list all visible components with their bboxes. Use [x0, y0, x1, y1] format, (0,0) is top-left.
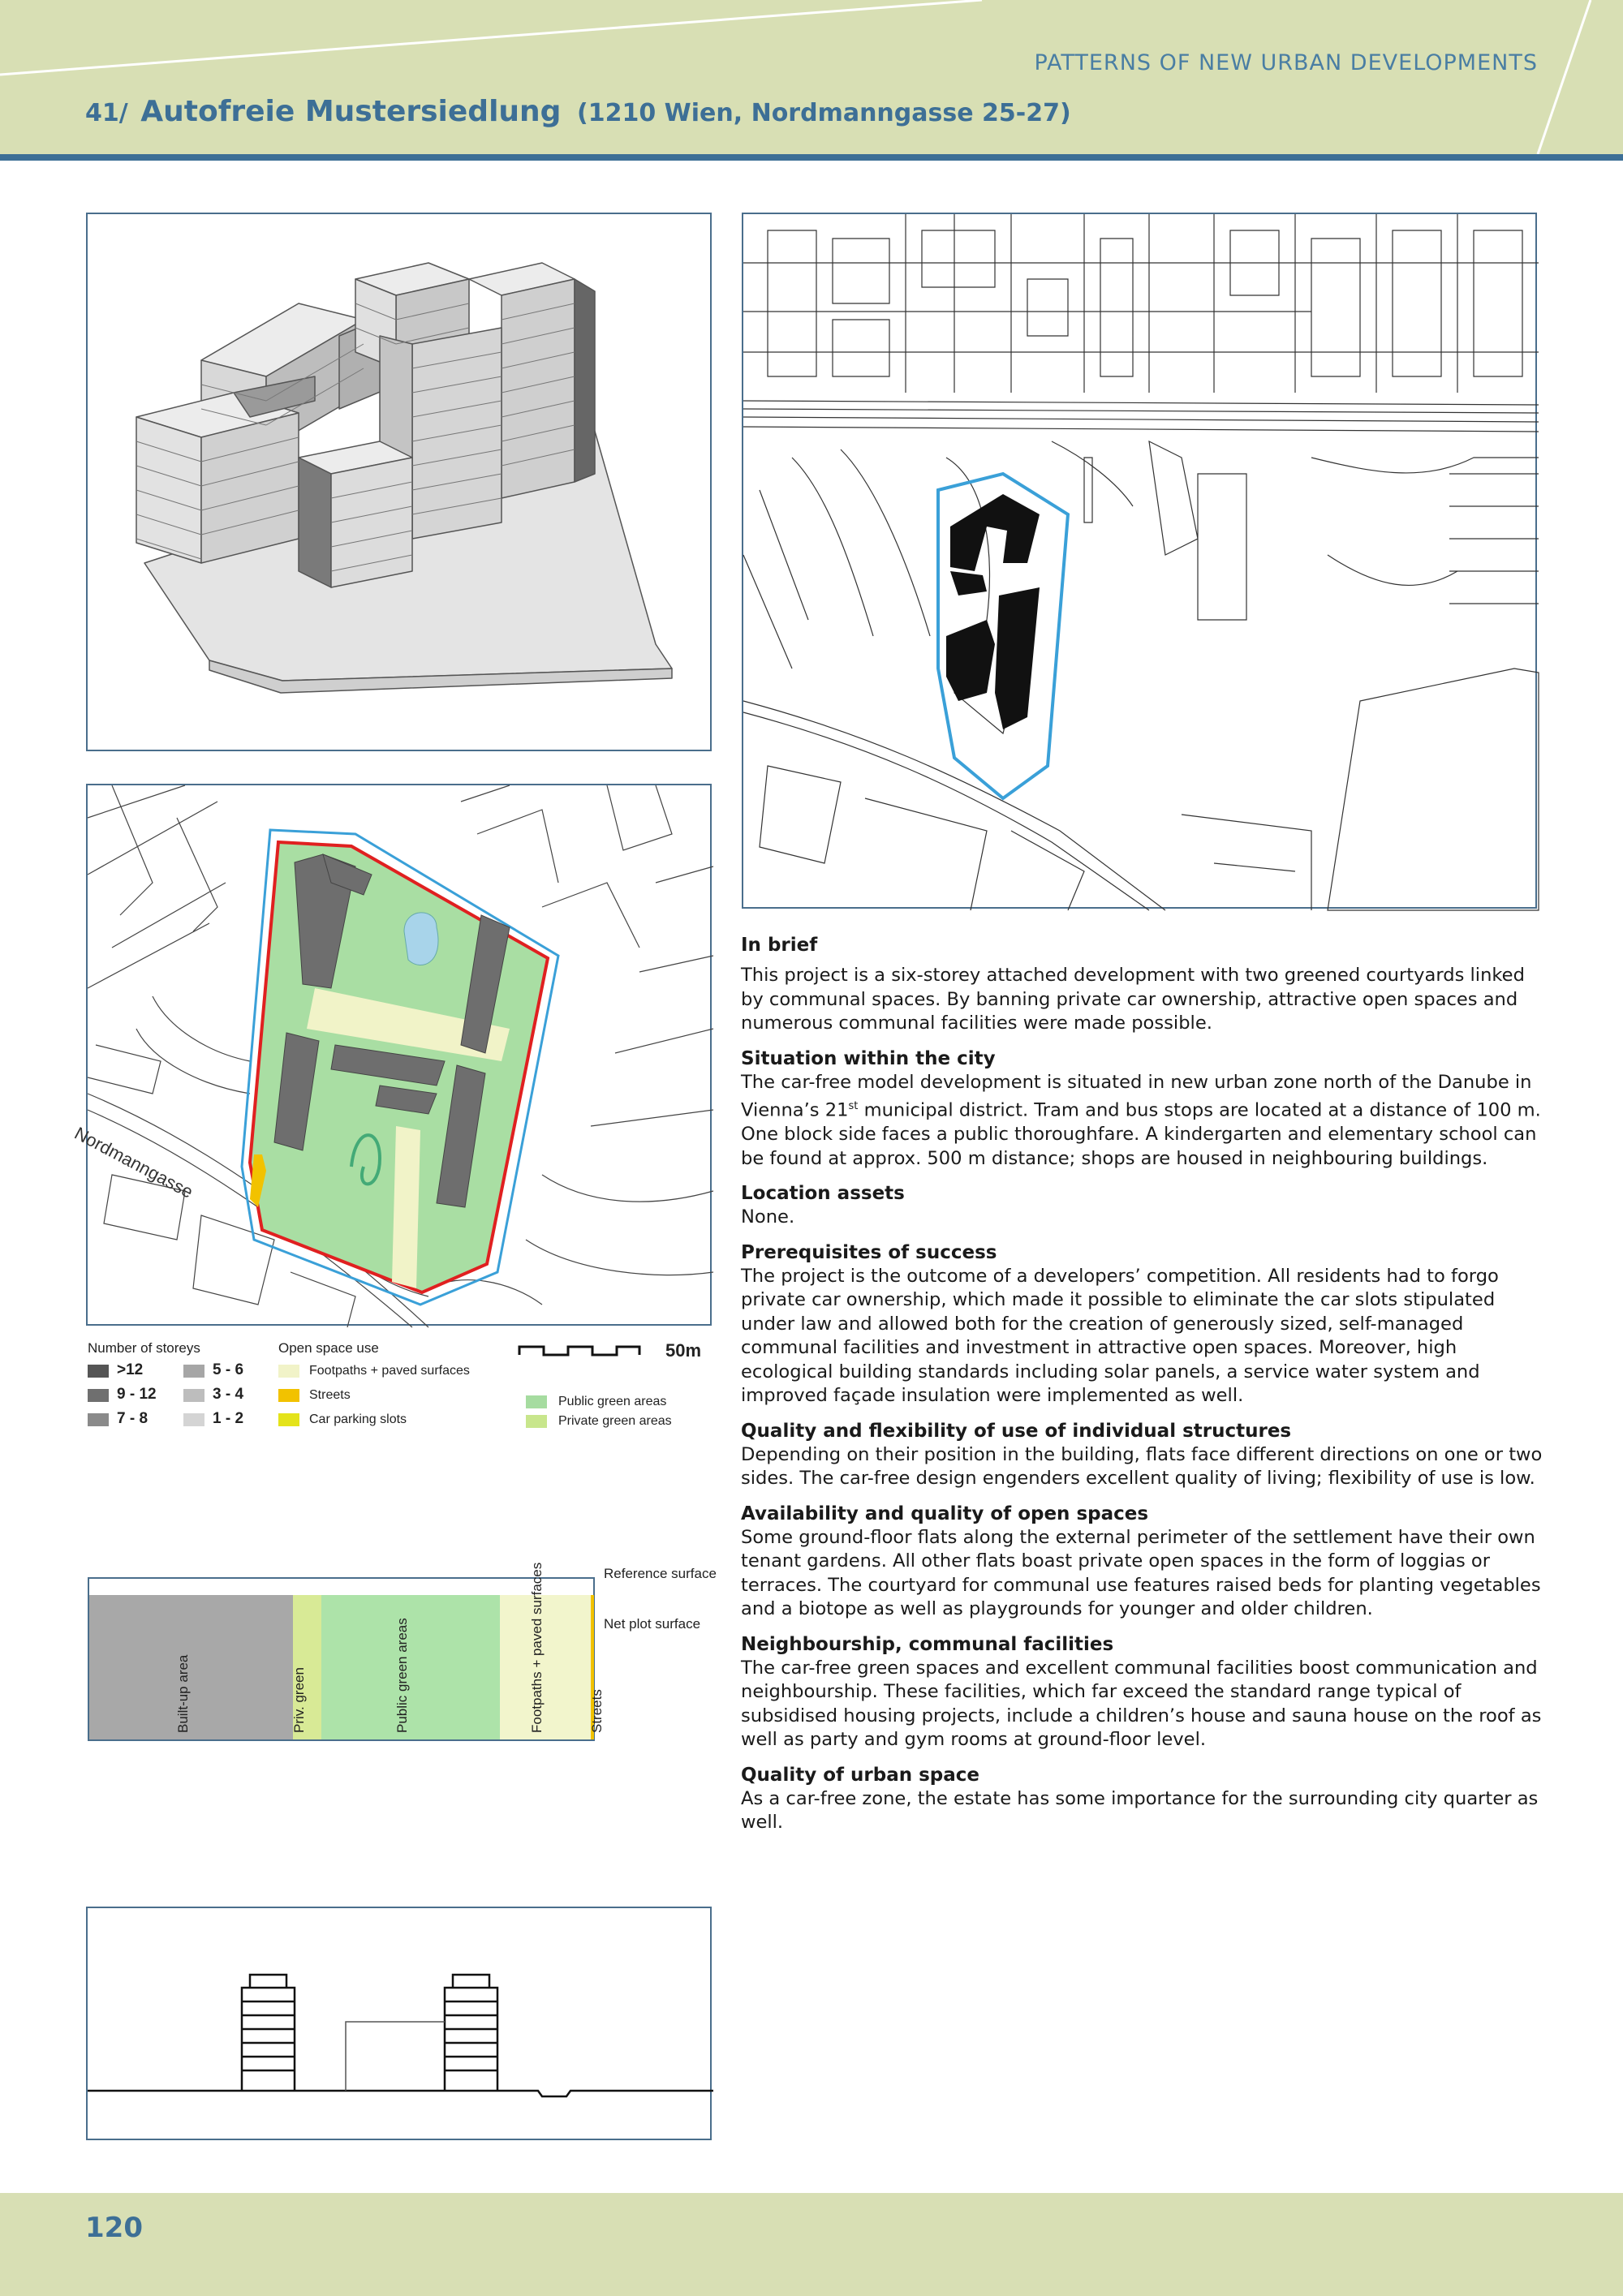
surface-segment-label: Public green areas [394, 1618, 410, 1733]
page-title [85, 95, 1071, 128]
section-heading: Quality and flexibility of use of individual structures [741, 1420, 1292, 1442]
surface-segment [293, 1595, 321, 1739]
section-body: As a car-free zone, the estate has some importance for the surrounding city quarter as well. [741, 1787, 1539, 1834]
storeys-label: 1 - 2 [213, 1410, 244, 1427]
open-space-label: Streets [309, 1388, 351, 1402]
storeys-label: 9 - 12 [117, 1386, 157, 1403]
surface-segment-label: Streets [589, 1689, 605, 1733]
section-body: The car-free green spaces and excellent communal facilities boost communication and neighbourship. These facilities, which far exceed the standard range typical of subsidised housing projects, include a children’s house and sauna house on the roof as well as party and gym rooms at ground-floor level. [741, 1657, 1542, 1751]
surface-segment [589, 1595, 605, 1739]
open-space-label: Public green areas [558, 1395, 667, 1408]
section-drawing [88, 1908, 713, 2142]
location-map-drawing [743, 214, 1539, 910]
section-heading: In brief [741, 935, 818, 956]
storeys-swatch [88, 1365, 109, 1378]
site-plan-drawing [71, 785, 713, 1327]
section-heading: Situation within the city [741, 1047, 996, 1069]
header-decoration [0, 0, 1623, 154]
surface-segment-label: Built-up area [174, 1654, 191, 1733]
storeys-label: 5 - 6 [213, 1361, 244, 1378]
section-body: This project is a six-storey attached development with two greened courtyards linked by communal spaces. By banning private car ownership, attractive open spaces and numerous communal facilities were made possible. [741, 965, 1525, 1034]
open-space-swatch [526, 1415, 547, 1428]
section-heading: Quality of urban space [741, 1764, 980, 1786]
open-space-legend-title: Open space use [278, 1340, 379, 1356]
section-body: None. [741, 1206, 795, 1228]
header-rule [0, 154, 1623, 161]
storeys-label: >12 [117, 1361, 144, 1378]
surface-segment-label: Footpaths + paved surfaces [529, 1562, 545, 1733]
project-address: (1210 Wien, Nordmanngasse 25-27) [577, 99, 1071, 127]
surface-segment [89, 1595, 293, 1739]
page-header [0, 0, 1623, 154]
running-head: PATTERNS OF NEW URBAN DEVELOPMENTS [1034, 50, 1538, 75]
project-description [741, 933, 1546, 1846]
surface-segment [500, 1562, 591, 1739]
open-space-label: Private green areas [558, 1414, 672, 1428]
open-space-label: Footpaths + paved surfaces [309, 1364, 470, 1378]
axonometric-model-figure [86, 213, 712, 751]
section-body-part: The car-free model development is situated in new urban zone north of the Danube in Vienna’s 21 [741, 1071, 1532, 1121]
open-space-swatch [278, 1413, 299, 1426]
storeys-legend-title: Number of storeys [88, 1340, 200, 1356]
section-heading: Location assets [741, 1183, 905, 1205]
storeys-swatch [183, 1413, 204, 1426]
location-map-figure [742, 213, 1537, 909]
open-space-label: Car parking slots [309, 1412, 407, 1426]
axonometric-model-drawing [88, 214, 713, 753]
project-number: 41/ [85, 99, 128, 127]
surface-segment [321, 1595, 500, 1739]
storeys-swatch [183, 1365, 204, 1378]
street-label: Nordmanngasse [71, 1122, 197, 1202]
section-body-part: municipal district. Tram and bus stops are located at a distance of 100 m. One block side faces a public thoroughfare. A kindergarten and elementary school can be found at approx. 500 m distance; shops are housed in neighbouring buildings. [741, 1099, 1541, 1169]
superscript: st [848, 1100, 859, 1112]
net-plot-label: Net plot surface [604, 1616, 701, 1632]
site-plan-legend [88, 1340, 712, 1438]
section-heading: Availability and quality of open spaces [741, 1503, 1149, 1524]
site-plan-figure [71, 784, 712, 1326]
open-space-swatch [278, 1389, 299, 1402]
page-number: 120 [85, 2212, 143, 2244]
surface-share-bar [88, 1562, 721, 1752]
section-heading: Prerequisites of success [741, 1241, 997, 1263]
storeys-label: 7 - 8 [117, 1410, 149, 1427]
storeys-swatch [88, 1389, 109, 1402]
storeys-swatch [183, 1389, 204, 1402]
section-body: Depending on their position in the building, flats face different directions on one or two sides. The car-free design engenders excellent quality of living; flexibility of use is low. [741, 1443, 1543, 1490]
open-space-swatch [526, 1395, 547, 1408]
storeys-swatch [88, 1413, 109, 1426]
section-body: The project is the outcome of a developers’ competition. All residents had to forgo private car ownership, which made it possible to eliminate the car slots stipulated under law and allowed both for the creation of generously sized, self-managed communal facilities and investment in attractive open spaces. Moreover, high ecological building standards including solar panels, a service water system and improved façade insulation were implemented as well. [741, 1265, 1499, 1407]
open-space-swatch [278, 1365, 299, 1378]
storeys-label: 3 - 4 [213, 1386, 244, 1403]
section-body [741, 1071, 1546, 1172]
scale-bar [518, 1342, 656, 1361]
project-title: Autofreie Mustersiedlung [140, 95, 562, 128]
section-drawing-figure [86, 1907, 712, 2140]
page-footer [0, 2193, 1623, 2296]
reference-surface-label: Reference surface [604, 1566, 717, 1581]
surface-segment-label: Priv. green [291, 1667, 307, 1733]
section-body: Some ground-floor flats along the external perimeter of the settlement have their own tenant gardens. All other flats boast private open spaces in the form of loggias or terraces. The courtyard for communal use features raised beds for planting vegetables and a biotope as well as playgrounds for younger and older children. [741, 1526, 1541, 1620]
scale-label: 50m [665, 1340, 702, 1361]
reference-surface-outline [88, 1577, 595, 1595]
section-heading: Neighbourship, communal facilities [741, 1633, 1114, 1655]
